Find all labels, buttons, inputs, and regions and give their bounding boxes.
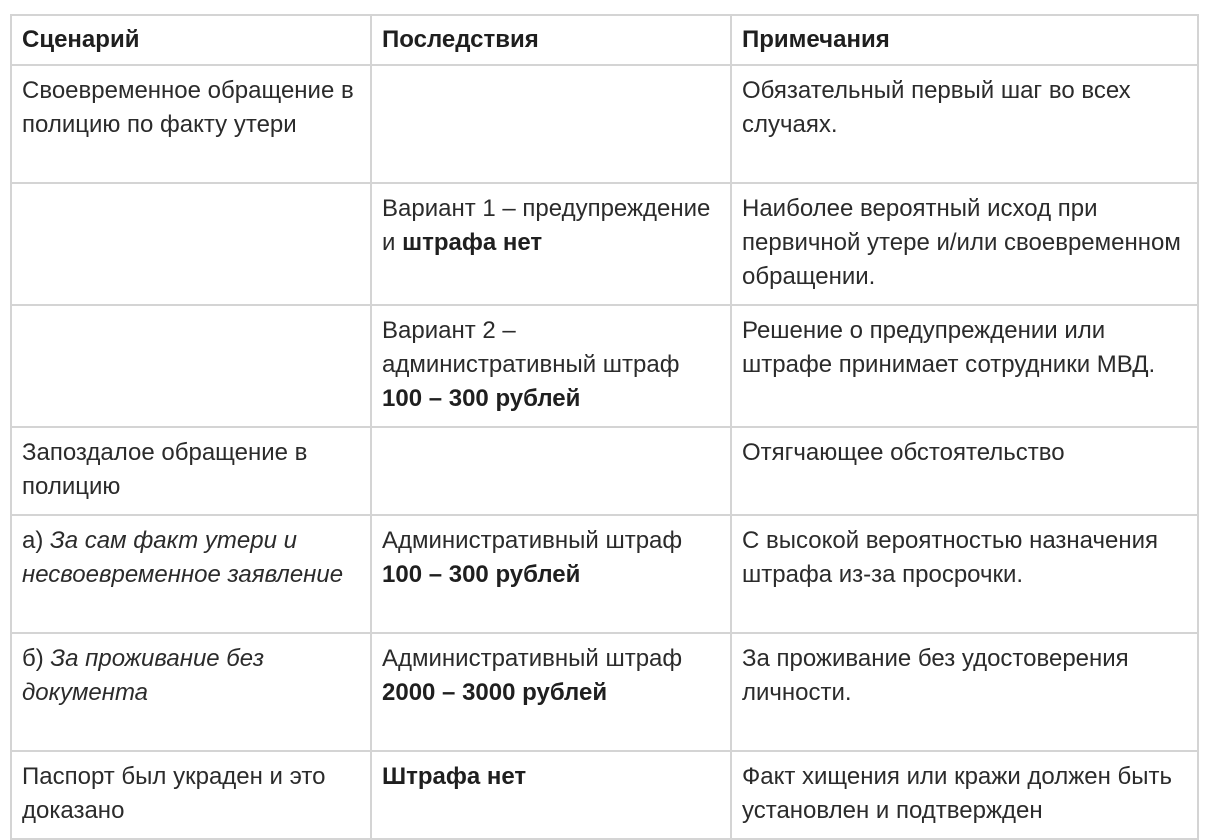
consequence-cell — [371, 183, 731, 305]
consequence-cell — [371, 427, 731, 515]
scenario-cell: Паспорт был украден и это доказано — [11, 751, 371, 839]
scenario-cell: Своевременное обращение в полицию по факту утери — [11, 65, 371, 183]
table-row — [11, 633, 1198, 751]
table-row — [11, 751, 1198, 839]
consequence-cell — [371, 515, 731, 633]
note-cell: За проживание без удостоверения личности. — [731, 633, 1198, 751]
consequence-emphasis: 2000 – 3000 рублей — [382, 679, 608, 706]
table-row — [11, 305, 1198, 427]
consequence-text: Административный штраф — [382, 645, 683, 672]
table-header-row — [11, 15, 1198, 65]
table-row — [11, 65, 1198, 183]
scenario-cell: Запоздалое обращение в полицию — [11, 427, 371, 515]
consequence-emphasis: Штрафа нет — [382, 763, 527, 790]
consequence-text: Административный штраф — [382, 527, 683, 554]
scenario-cell — [11, 305, 371, 427]
fines-table — [10, 14, 1199, 840]
consequence-text: Вариант 1 – предупреждение и — [382, 195, 711, 256]
consequence-emphasis: 100 – 300 рублей — [382, 385, 581, 412]
scenario-italic: За проживание без документа — [22, 645, 265, 706]
note-cell: Решение о предупреждении или штрафе принимает сотрудники МВД. — [731, 305, 1198, 427]
consequence-cell — [371, 751, 731, 839]
consequence-cell — [371, 633, 731, 751]
consequence-text: Вариант 2 – административный штраф — [382, 317, 680, 378]
note-cell: Обязательный первый шаг во всех случаях. — [731, 65, 1198, 183]
scenario-cell — [11, 633, 371, 751]
scenario-italic: За сам факт утери и несвоевременное заявление — [22, 527, 344, 588]
header-scenario: Сценарий — [11, 15, 371, 65]
scenario-marker: а) — [22, 527, 51, 554]
scenario-cell — [11, 183, 371, 305]
consequence-emphasis: 100 – 300 рублей — [382, 561, 581, 588]
table-row — [11, 183, 1198, 305]
consequence-cell — [371, 65, 731, 183]
table-row — [11, 515, 1198, 633]
table-row — [11, 427, 1198, 515]
note-cell: Отягчающее обстоятельство — [731, 427, 1198, 515]
consequence-cell — [371, 305, 731, 427]
note-cell: Наиболее вероятный исход при первичной утере и/или своевременном обращении. — [731, 183, 1198, 305]
scenario-cell — [11, 515, 371, 633]
header-notes: Примечания — [731, 15, 1198, 65]
note-cell: Факт хищения или кражи должен быть установлен и подтвержден — [731, 751, 1198, 839]
note-cell: С высокой вероятностью назначения штрафа из-за просрочки. — [731, 515, 1198, 633]
consequence-emphasis: штрафа нет — [402, 229, 543, 256]
scenario-marker: б) — [22, 645, 51, 672]
header-consequences: Последствия — [371, 15, 731, 65]
